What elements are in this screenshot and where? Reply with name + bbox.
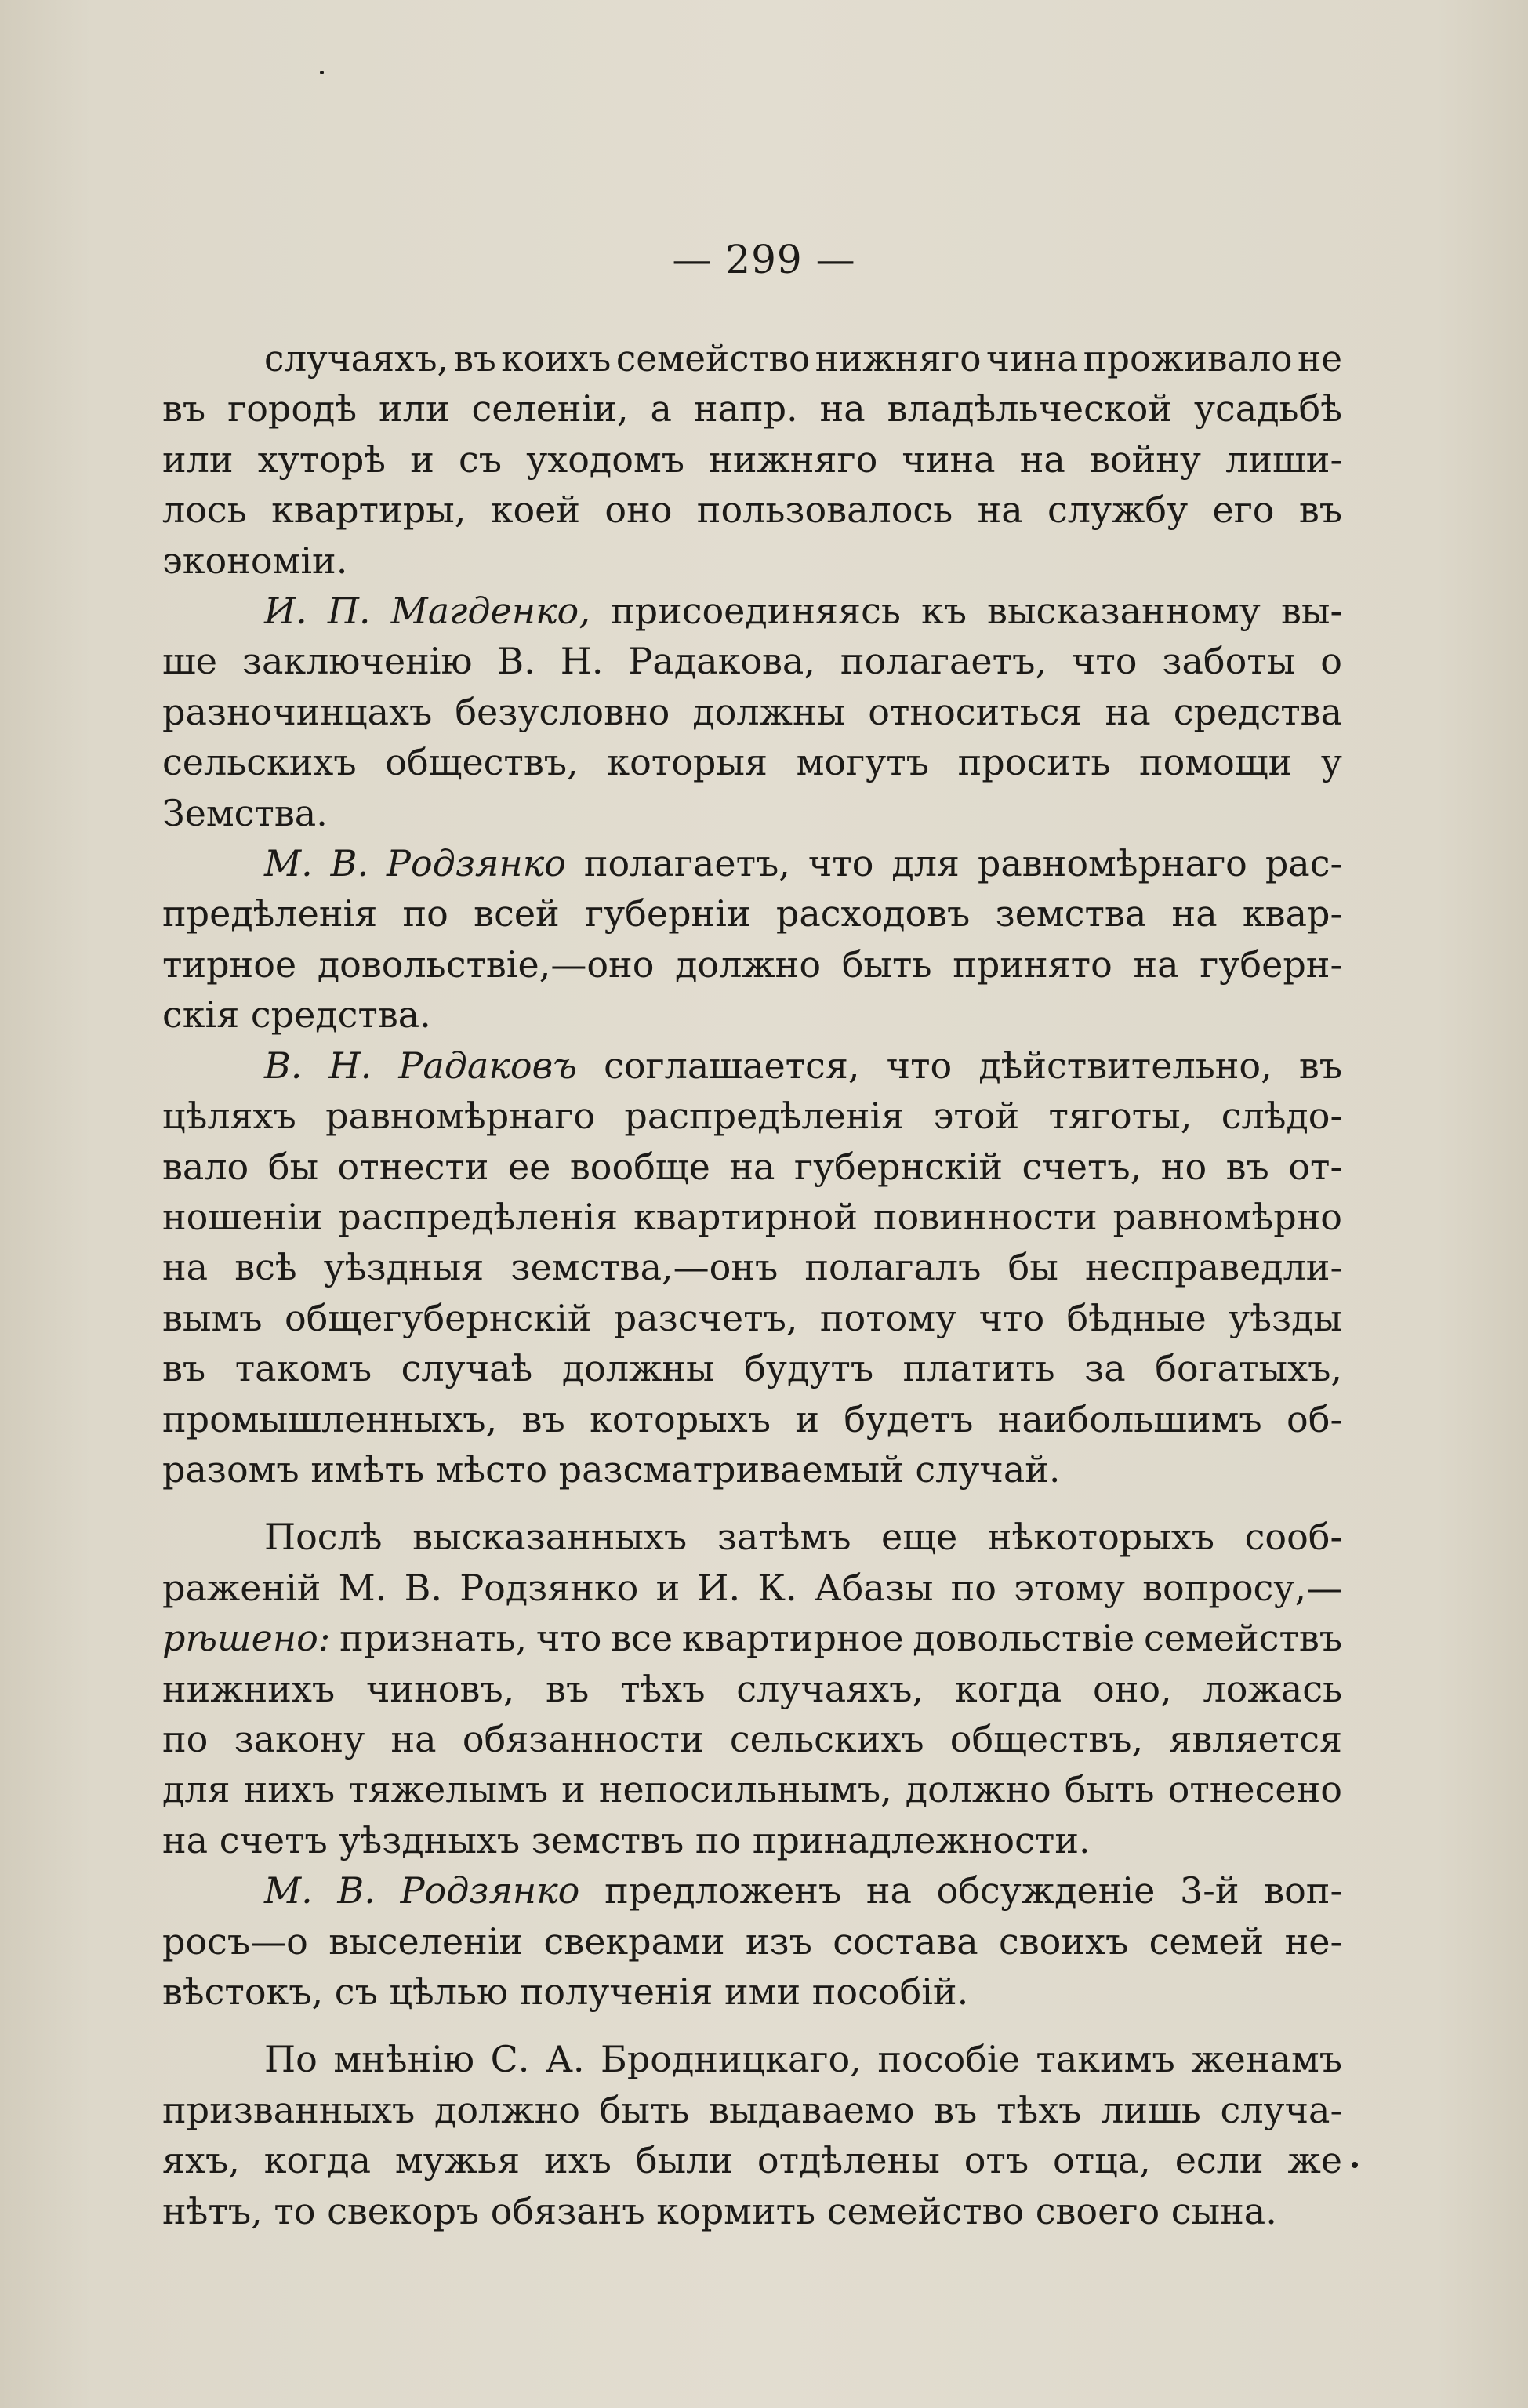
line-text: соглашается, что дѣйствительно, въ (576, 1044, 1342, 1087)
text-line (162, 1192, 1342, 1242)
paragraph (162, 1512, 1342, 1865)
text-line (162, 990, 1342, 1040)
text-line (162, 333, 1342, 383)
line-text: предѣленія по всей губерніи расходовъ земства на квар- (162, 892, 1342, 935)
paragraph (162, 1041, 1342, 1495)
text-line (162, 1242, 1342, 1292)
line-text: вѣстокъ, съ цѣлью полученія ими пособій. (162, 1970, 969, 2013)
paragraph (162, 586, 1342, 838)
line-text: присоединяясь къ высказанному вы- (590, 590, 1342, 633)
line-text: ношеніи распредѣленія квартирной повинности равномѣрно (162, 1195, 1342, 1238)
line-text: ше заключенію В. Н. Радакова, полагаетъ, что заботы о (162, 640, 1342, 683)
line-text: раженій М. В. Родзянко и И. К. Абазы по этому вопросу,— (162, 1566, 1342, 1609)
text-line (162, 838, 1342, 888)
text-line (162, 1293, 1342, 1343)
line-text: скія средства. (162, 993, 431, 1037)
line-text: случаяхъ, въ коихъ семейство нижняго чина проживало не (264, 337, 1342, 380)
line-text: призванныхъ должно быть выдаваемо въ тѣхъ лишь случа- (162, 2088, 1342, 2131)
text-line (162, 1512, 1342, 1562)
text-line (162, 1714, 1342, 1764)
paragraph (162, 838, 1342, 1041)
text-line (162, 888, 1342, 939)
text-line (162, 636, 1342, 686)
italic-name: М. В. Родзянко (264, 842, 566, 885)
paragraph (162, 1865, 1342, 2017)
text-line (162, 1967, 1342, 2017)
text-line (162, 939, 1342, 990)
text-line (162, 2135, 1342, 2185)
line-text: лось квартиры, коей оно пользовалось на службу его въ (162, 489, 1342, 532)
line-text: предложенъ на обсужденіе 3-й воп- (579, 1869, 1342, 1912)
line-text: росъ—о выселеніи свекрами изъ состава своихъ семей не- (162, 1919, 1342, 1963)
text-line (162, 1815, 1342, 1865)
text-line (162, 2034, 1342, 2084)
line-text: въ городѣ или селеніи, а напр. на владѣльческой усадьбѣ (162, 387, 1342, 430)
text-line (162, 1444, 1342, 1495)
text-line (162, 586, 1342, 636)
text-line (162, 737, 1342, 787)
text-line (162, 383, 1342, 434)
text-line (162, 1664, 1342, 1714)
line-text: яхъ, когда мужья ихъ были отдѣлены отъ отца, если же (162, 2139, 1342, 2182)
text-line (162, 1142, 1342, 1192)
line-text: или хуторѣ и съ уходомъ нижняго чина на войну лиши- (162, 438, 1342, 481)
line-text: въ такомъ случаѣ должны будутъ платить за богатыхъ, (162, 1347, 1342, 1390)
text-line (162, 1091, 1342, 1141)
text-line (162, 788, 1342, 838)
line-text: вымъ общегубернскій разсчетъ, потому что бѣдные уѣзды (162, 1296, 1342, 1339)
text-line (162, 687, 1342, 737)
text-line (162, 1563, 1342, 1613)
line-text: для нихъ тяжелымъ и непосильнымъ, должно быть отнесено (162, 1768, 1342, 1811)
line-text: на всѣ уѣздныя земства,—онъ полагалъ бы несправедли- (162, 1246, 1342, 1289)
line-text: по закону на обязанности сельскихъ обществъ, является (162, 1717, 1342, 1760)
italic-name: рѣшено: (162, 1617, 331, 1660)
line-text: сельскихъ обществъ, которыя могутъ просить помощи у (162, 741, 1342, 784)
line-text: тирное довольствіе,—оно должно быть принято на губерн- (162, 942, 1342, 986)
line-text: цѣляхъ равномѣрнаго распредѣленія этой тяготы, слѣдо- (162, 1095, 1342, 1138)
line-text: промышленныхъ, въ которыхъ и будетъ наибольшимъ об- (162, 1397, 1342, 1440)
ink-speck (1352, 2162, 1358, 2168)
line-text: экономіи. (162, 539, 348, 582)
line-text: нижнихъ чиновъ, въ тѣхъ случаяхъ, когда оно, ложась (162, 1667, 1342, 1710)
line-text: полагаетъ, что для равномѣрнаго рас- (565, 842, 1342, 885)
paragraph (162, 333, 1342, 586)
line-text: разночинцахъ безусловно должны относиться на средства (162, 690, 1342, 733)
text-line (162, 1041, 1342, 1091)
text-line (162, 2186, 1342, 2236)
line-text: вало бы отнести ее вообще на губернскій счетъ, но въ от- (162, 1145, 1342, 1188)
page-number: — 299 — (672, 237, 856, 282)
line-text: По мнѣнію С. А. Бродницкаго, пособіе такимъ женамъ (264, 2038, 1342, 2081)
line-text: нѣтъ, то свекоръ обязанъ кормить семейство своего сына. (162, 2189, 1277, 2232)
text-line (162, 485, 1342, 535)
text-line (162, 1343, 1342, 1393)
ink-speck (320, 71, 324, 74)
text-line (162, 536, 1342, 586)
italic-name: М. В. Родзянко (264, 1869, 580, 1912)
italic-name: И. П. Магденко, (264, 590, 590, 633)
line-text: на счетъ уѣздныхъ земствъ по принадлежности. (162, 1818, 1091, 1861)
line-text: Послѣ высказанныхъ затѣмъ еще нѣкоторыхъ сооб- (264, 1516, 1342, 1559)
text-line (162, 1916, 1342, 1967)
text-line (162, 1394, 1342, 1444)
text-line (162, 1764, 1342, 1814)
line-text: разомъ имѣть мѣсто разсматриваемый случай. (162, 1447, 1061, 1491)
line-text: Земства. (162, 791, 328, 834)
text-line (162, 434, 1342, 485)
italic-name: В. Н. Радаковъ (264, 1044, 577, 1087)
text-line (162, 1613, 1342, 1663)
text-line (162, 2085, 1342, 2135)
body-text (162, 333, 1342, 2236)
paragraph (162, 2034, 1342, 2236)
line-text: признать, что все квартирное довольствіе семействъ (330, 1617, 1342, 1660)
text-line (162, 1865, 1342, 1916)
